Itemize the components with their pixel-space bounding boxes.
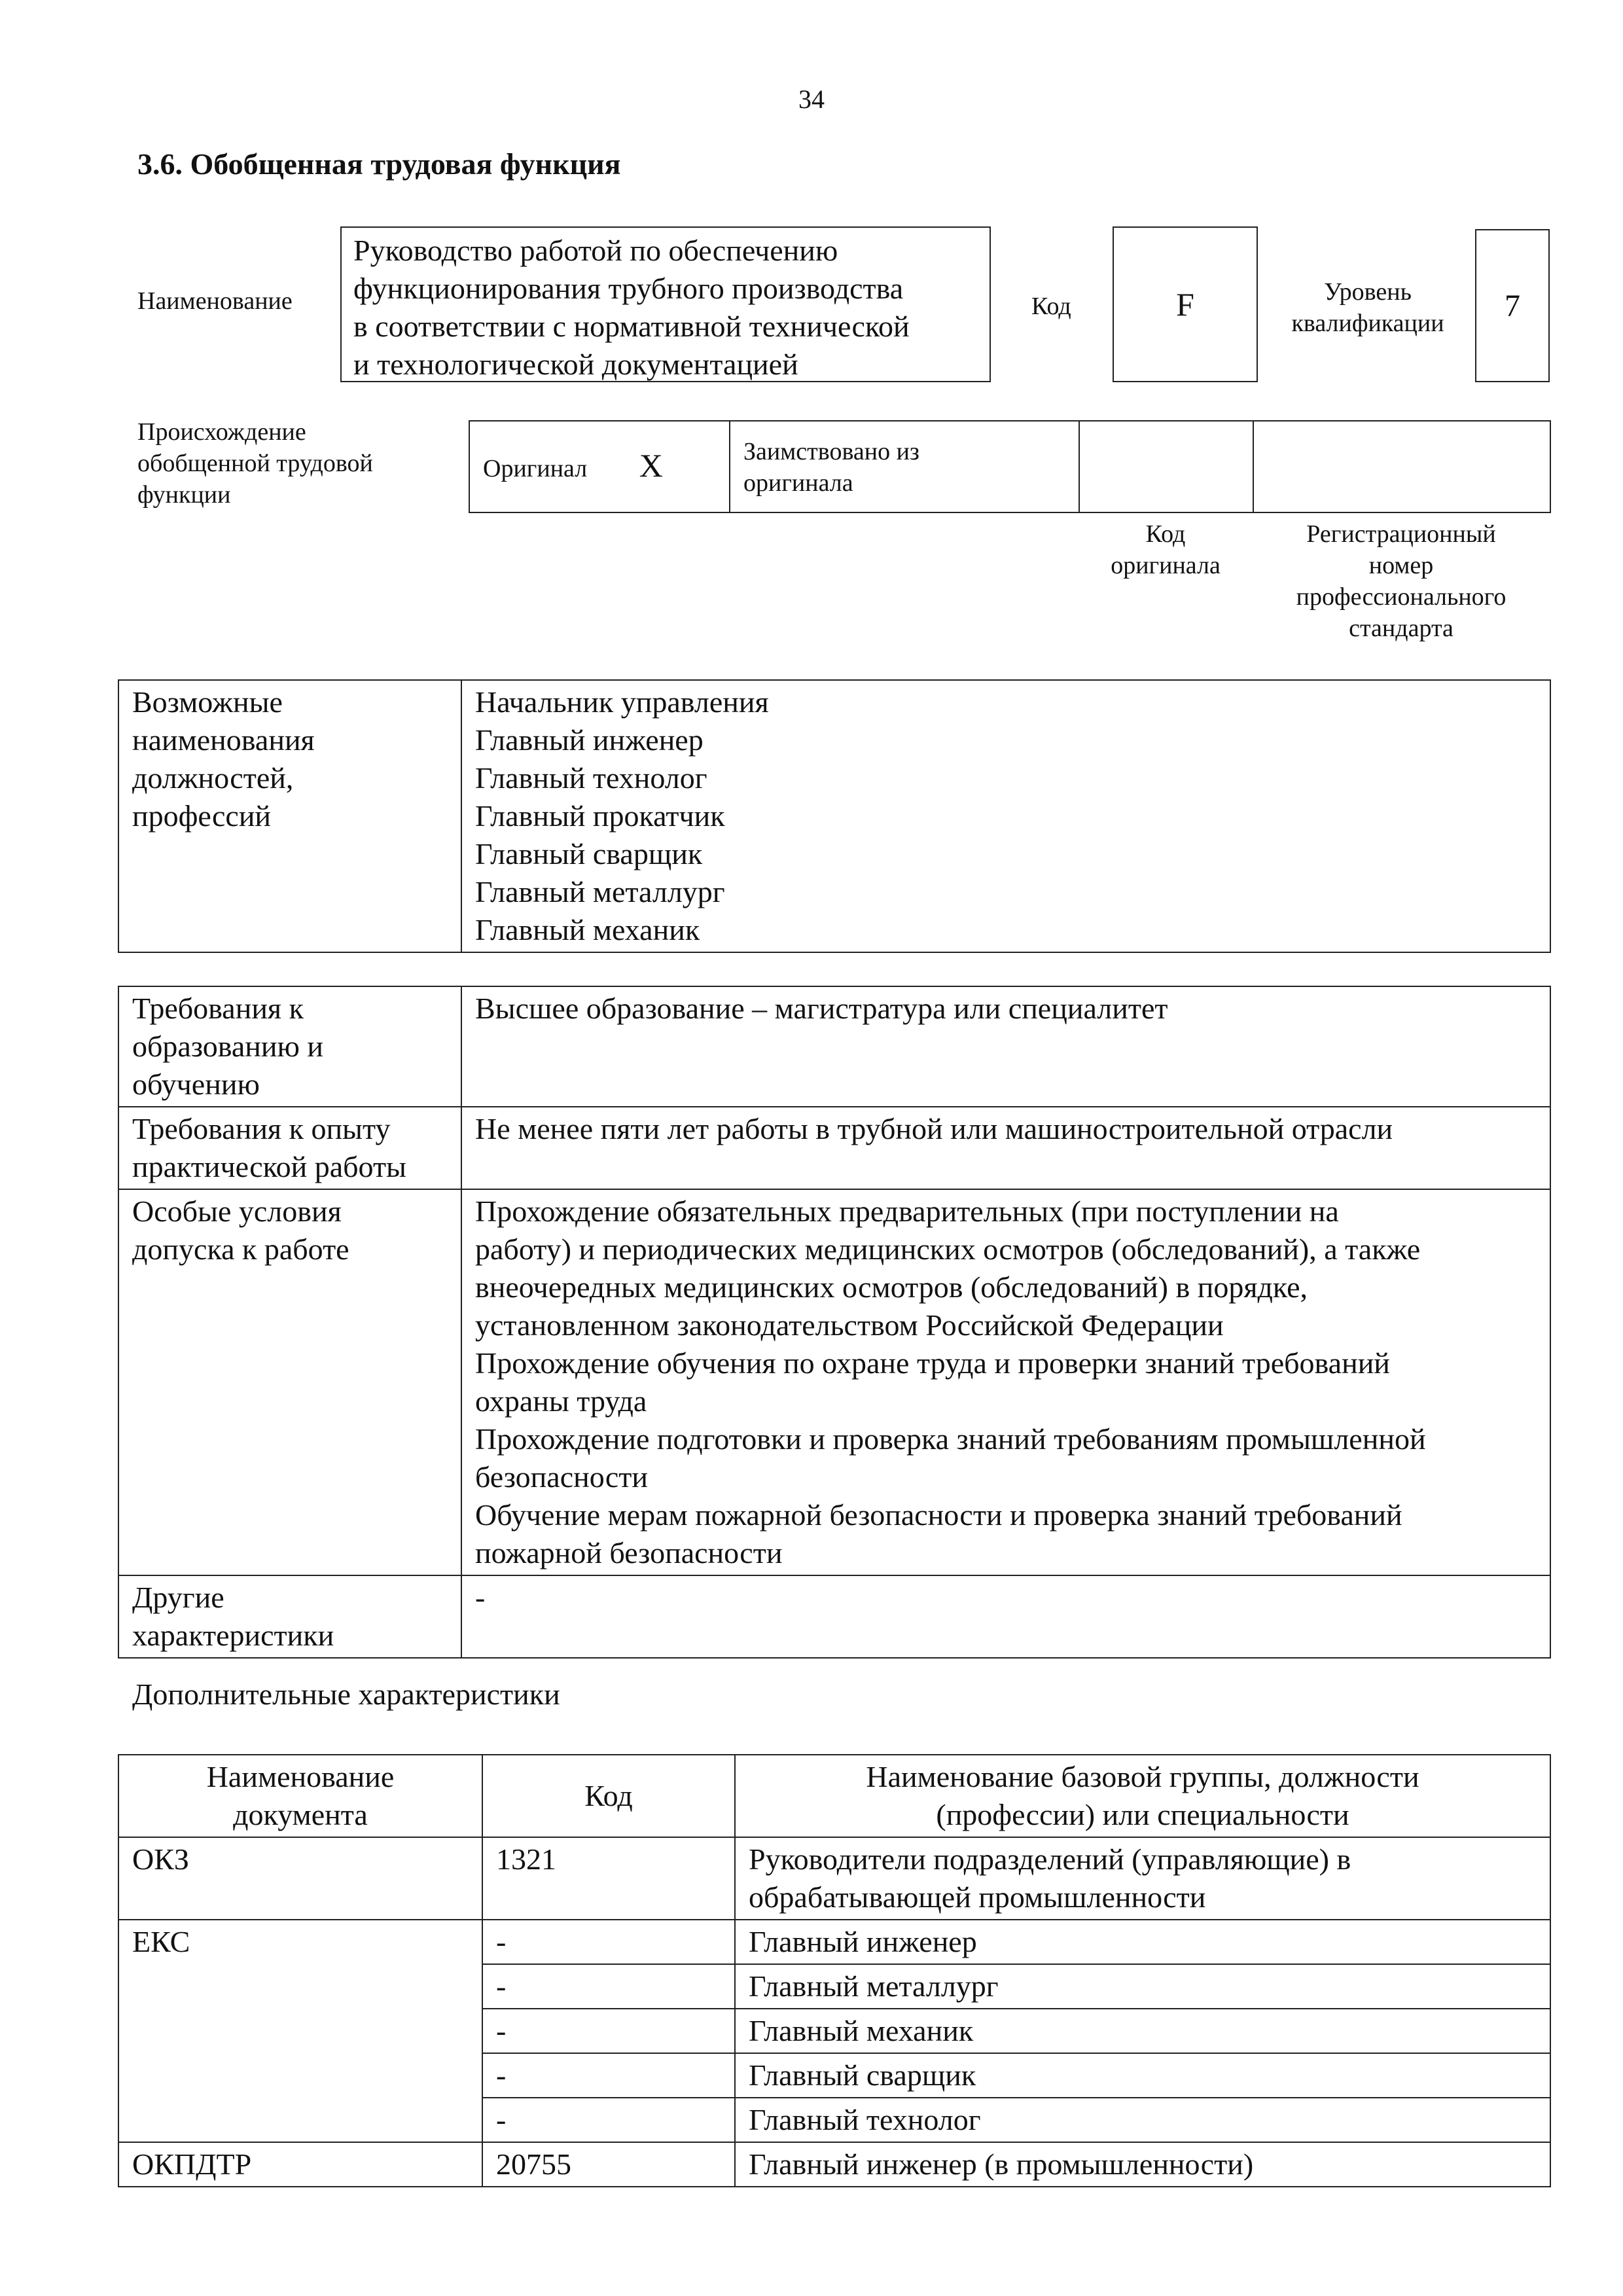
column-header-document: Наименование документа <box>118 1755 482 1837</box>
additional-title: Дополнительные характеристики <box>132 1677 560 1711</box>
table-row <box>118 2142 1550 2187</box>
function-name-line: функционирования трубного производства <box>353 272 904 305</box>
special-conditions-label: Особые условия допуска к работе <box>118 1189 461 1575</box>
code-eks: - <box>482 1920 735 1964</box>
section-title: 3.6. Обобщенная трудовая функция <box>137 147 621 181</box>
table-row <box>118 986 1550 1107</box>
position-item: Главный инженер <box>475 723 704 757</box>
other-characteristics-label: Другие характеристики <box>118 1575 461 1658</box>
name-eks: Главный сварщик <box>735 2053 1550 2098</box>
name-eks: Главный механик <box>735 2009 1550 2053</box>
function-name-box <box>340 226 991 382</box>
column-header-code: Код <box>482 1755 735 1837</box>
function-name-line: и технологической документацией <box>353 348 798 381</box>
origin-table <box>469 420 1551 513</box>
doc-okpdtr: ОКПДТР <box>118 2142 482 2187</box>
positions-label: Возможные наименования должностей, профессий <box>118 680 461 952</box>
reg-number-cell <box>1253 421 1550 512</box>
origin-label: Происхождение обобщенной трудовой функции <box>137 418 373 509</box>
table-row <box>118 1107 1550 1189</box>
reg-number-caption: Регистрационный номер профессионального стандарта <box>1296 520 1507 642</box>
name-label: Наименование <box>137 287 293 315</box>
position-item: Главный металлург <box>475 875 725 908</box>
code-eks: - <box>482 2053 735 2098</box>
column-header-name: Наименование базовой группы, должности (профессии) или специальности <box>735 1755 1550 1837</box>
doc-okz: ОКЗ <box>118 1837 482 1920</box>
code-eks: - <box>482 2098 735 2142</box>
position-item: Главный сварщик <box>475 837 703 870</box>
position-item: Главный технолог <box>475 761 707 795</box>
position-item: Главный механик <box>475 913 700 946</box>
doc-eks: ЕКС <box>118 1920 482 2142</box>
code-okz: 1321 <box>482 1837 735 1920</box>
function-name-line: Руководство работой по обеспечению <box>353 234 838 267</box>
original-mark: X <box>639 446 663 484</box>
code-okpdtr: 20755 <box>482 2142 735 2187</box>
original-cell <box>469 421 730 512</box>
table-row <box>118 1837 1550 1920</box>
experience-label: Требования к опыту практической работы <box>118 1107 461 1189</box>
position-item: Начальник управления <box>475 685 769 719</box>
code-eks: - <box>482 2009 735 2053</box>
education-label: Требования к образованию и обучению <box>118 986 461 1107</box>
qualification-level-value: 7 <box>1505 288 1520 323</box>
function-name-line: в соответствии с нормативной технической <box>353 310 910 343</box>
name-okpdtr: Главный инженер (в промышленности) <box>735 2142 1550 2187</box>
original-label: Оригинал <box>483 454 588 482</box>
name-eks: Главный технолог <box>735 2098 1550 2142</box>
education-value: Высшее образование – магистратура или специалитет <box>461 986 1550 1107</box>
additional-table <box>118 1754 1551 2187</box>
table-row <box>118 1575 1550 1658</box>
borrowed-cell: Заимствовано из оригинала <box>730 421 1079 512</box>
special-conditions-value: Прохождение обязательных предварительных (при поступлении на работу) и периодических медицинских осмотров (обследований), а также внеочередных медицинских осмотров (обследований) в порядке, установленном законодательством Российской Федерации Прохождение обучения по охране труда и проверки знаний требований охраны труда Прохождение подготовки и проверка знаний требованиям промышленной безопасности Обучение мерам пожарной безопасности и проверка знаний требований пожарной безопасности <box>461 1189 1550 1575</box>
table-row <box>118 1920 1550 1964</box>
qualification-level-label: Уровень квалификации <box>1291 278 1444 337</box>
name-okz: Руководители подразделений (управляющие) в обрабатывающей промышленности <box>735 1837 1550 1920</box>
page-number: 34 <box>798 84 825 114</box>
experience-value: Не менее пяти лет работы в трубной или машиностроительной отрасли <box>461 1107 1550 1189</box>
code-eks: - <box>482 1964 735 2009</box>
requirements-table <box>118 986 1551 1659</box>
qualification-level-box <box>1475 229 1550 382</box>
name-eks: Главный инженер <box>735 1920 1550 1964</box>
code-value: F <box>1176 286 1194 323</box>
code-value-box <box>1113 226 1258 382</box>
name-eks: Главный металлург <box>735 1964 1550 2009</box>
code-original-caption: Код оригинала <box>1111 520 1221 579</box>
position-item: Главный прокатчик <box>475 799 725 833</box>
code-label: Код <box>1031 293 1071 320</box>
positions-list <box>461 680 1550 952</box>
code-original-cell <box>1079 421 1253 512</box>
positions-table <box>118 679 1551 953</box>
table-header-row <box>118 1755 1550 1837</box>
table-row <box>118 1189 1550 1575</box>
other-characteristics-value: - <box>461 1575 1550 1658</box>
